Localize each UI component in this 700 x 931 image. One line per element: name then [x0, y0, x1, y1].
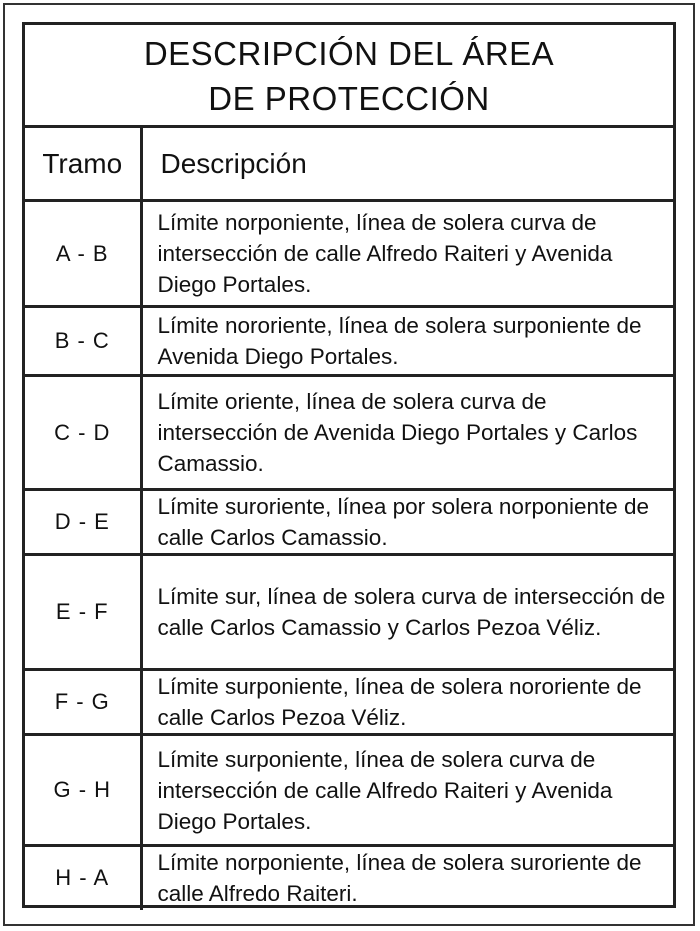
- table-row: [25, 201, 673, 307]
- descripcion-cell: Límite surponiente, línea de solera nororiente de calle Carlos Pezoa Véliz.: [141, 670, 673, 735]
- tramo-cell: C - D: [25, 376, 141, 490]
- tramo-cell: E - F: [25, 555, 141, 670]
- table-row: [25, 846, 673, 910]
- header-row: [25, 128, 673, 201]
- tramo-cell: B - C: [25, 307, 141, 376]
- descripcion-cell: Límite norponiente, línea de solera curva de intersección de calle Alfredo Raiteri y Avenida Diego Portales.: [141, 201, 673, 307]
- table-row: [25, 490, 673, 555]
- table-title: [25, 25, 673, 128]
- header-descripcion: Descripción: [141, 128, 673, 201]
- header-tramo: Tramo: [25, 128, 141, 201]
- descripcion-cell: Límite nororiente, línea de solera surponiente de Avenida Diego Portales.: [141, 307, 673, 376]
- descripcion-cell: Límite norponiente, línea de solera suroriente de calle Alfredo Raiteri.: [157, 850, 642, 907]
- tramo-cell: A - B: [25, 201, 141, 307]
- table-row: [25, 555, 673, 670]
- title-line-2: DE PROTECCIÓN: [208, 80, 490, 117]
- descripcion-cell: Límite surponiente, línea de solera curva de intersección de calle Alfredo Raiteri y Avenida Diego Portales.: [141, 735, 673, 846]
- tramo-cell: D - E: [25, 490, 141, 555]
- table-row: [25, 735, 673, 846]
- tramo-cell: F - G: [25, 670, 141, 735]
- protection-area-table-card: [22, 22, 676, 908]
- table-row: [25, 307, 673, 376]
- descripcion-cell: Límite suroriente, línea por solera norponiente de calle Carlos Camassio.: [141, 490, 673, 555]
- segments-table: [25, 128, 673, 910]
- table-row: [25, 376, 673, 490]
- descripcion-cell: Límite sur, línea de solera curva de intersección de calle Carlos Camassio y Carlos Pezoa Véliz.: [141, 555, 673, 670]
- table-row: [25, 670, 673, 735]
- descripcion-cell: Límite oriente, línea de solera curva de intersección de Avenida Diego Portales y Carlos Camassio.: [141, 376, 673, 490]
- tramo-cell: G - H: [25, 735, 141, 846]
- tramo-cell: H - A: [25, 846, 141, 910]
- title-line-1: DESCRIPCIÓN DEL ÁREA: [143, 35, 555, 72]
